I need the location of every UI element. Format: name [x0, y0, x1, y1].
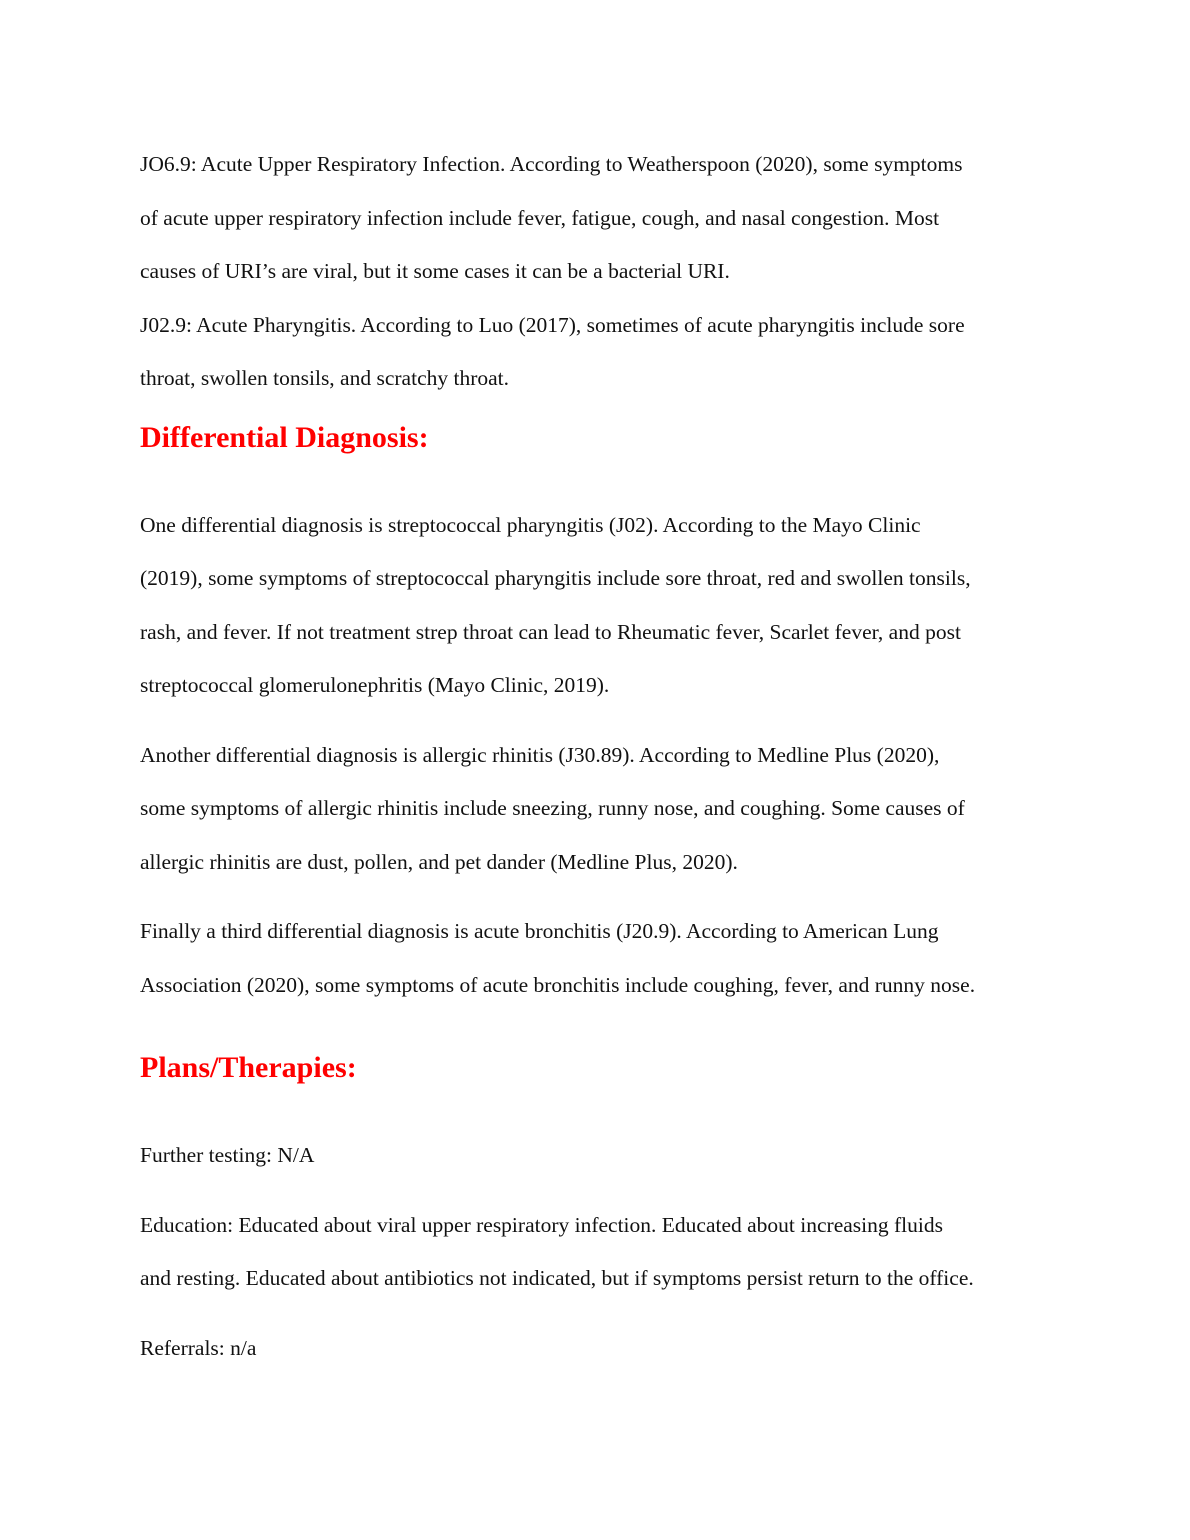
differential-diagnosis-heading: Differential Diagnosis:: [140, 420, 429, 454]
education-paragraph: [140, 1199, 1080, 1306]
paragraph-spacer: [140, 1306, 1080, 1322]
further-testing-text: Further testing: N/A: [140, 1143, 315, 1167]
differential-paragraph-allergic-rhinitis: [140, 729, 1080, 890]
text-line: JO6.9: Acute Upper Respiratory Infection. According to Weatherspoon (2020), some symptoms: [140, 152, 963, 176]
plans-therapies-heading: Plans/Therapies:: [140, 1051, 357, 1084]
paragraph-spacer: [140, 889, 1080, 905]
text-line: of acute upper respiratory infection include fever, fatigue, cough, and nasal congestion. Most: [140, 205, 940, 230]
assessment-paragraph-uri: [140, 138, 1080, 299]
document-page: [140, 138, 1080, 1375]
paragraph-spacer: [140, 713, 1080, 729]
text-line: some symptoms of allergic rhinitis include sneezing, runny nose, and coughing. Some causes of: [140, 796, 965, 820]
text-line: J02.9: Acute Pharyngitis. According to Luo (2017), sometimes of acute pharyngitis include sore: [140, 312, 965, 337]
text-line: Another differential diagnosis is allergic rhinitis (J30.89). According to Medline Plus (2020),: [140, 742, 940, 767]
text-line: Finally a third differential diagnosis is acute bronchitis (J20.9). According to American Lung: [140, 919, 939, 943]
text-line: and resting. Educated about antibiotics not indicated, but if symptoms persist return to the office.: [140, 1266, 974, 1290]
differential-paragraph-strep: [140, 499, 1080, 713]
text-line: rash, and fever. If not treatment strep throat can lead to Rheumatic fever, Scarlet fever, and post: [140, 619, 961, 644]
text-line: (2019), some symptoms of streptococcal pharyngitis include sore throat, red and swollen tonsils,: [140, 566, 971, 590]
referrals-text: Referrals: n/a: [140, 1335, 257, 1360]
assessment-paragraph-pharyngitis: [140, 299, 1080, 406]
text-line: allergic rhinitis are dust, pollen, and pet dander (Medline Plus, 2020).: [140, 849, 738, 874]
text-line: Association (2020), some symptoms of acute bronchitis include coughing, fever, and runny nose.: [140, 972, 976, 997]
paragraph-spacer: [140, 1183, 1080, 1199]
text-line: causes of URI’s are viral, but it some cases it can be a bacterial URI.: [140, 259, 730, 283]
text-line: streptococcal glomerulonephritis (Mayo Clinic, 2019).: [140, 673, 610, 697]
differential-paragraph-bronchitis: [140, 905, 1080, 1012]
text-line: Education: Educated about viral upper respiratory infection. Educated about increasing fluids: [140, 1212, 943, 1237]
text-line: throat, swollen tonsils, and scratchy throat.: [140, 366, 510, 390]
text-line: One differential diagnosis is streptococcal pharyngitis (J02). According to the Mayo Clinic: [140, 512, 921, 537]
